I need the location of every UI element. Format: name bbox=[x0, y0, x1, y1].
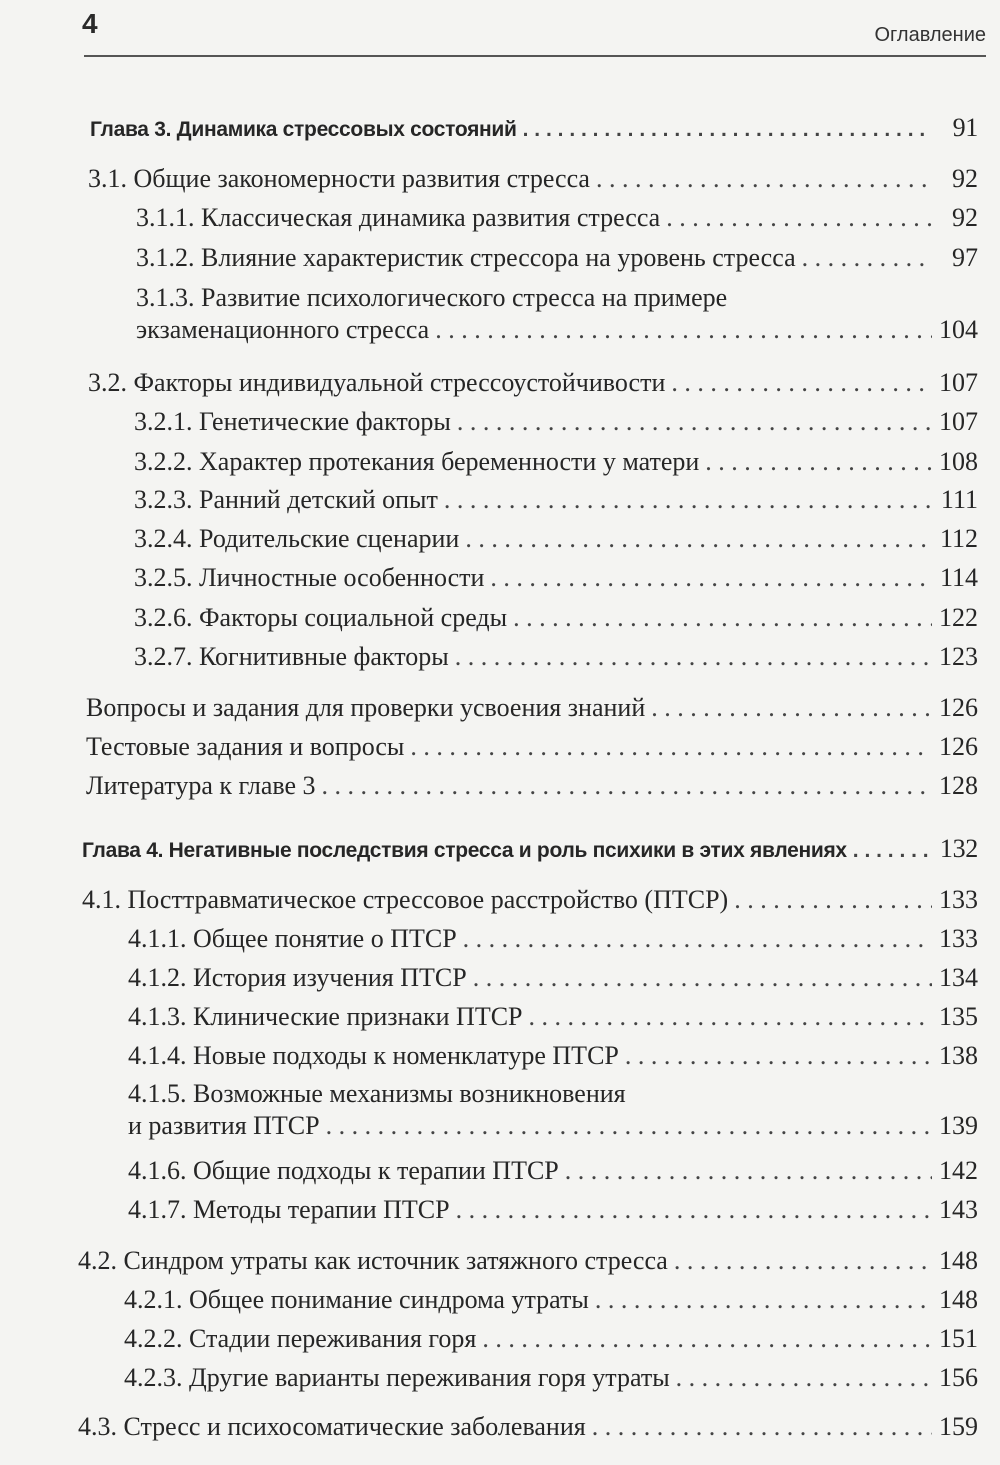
toc-entry-title: 4.2.3. Другие варианты переживания горя утраты bbox=[124, 1363, 670, 1392]
toc-entry-title: 4.2.2. Стадии переживания горя bbox=[124, 1324, 477, 1353]
toc-entry-title: Глава 3. Динамика стрессовых состояний bbox=[90, 118, 517, 141]
toc-entry-4-1-6 bbox=[128, 1155, 978, 1187]
toc-entry-4-2 bbox=[78, 1245, 978, 1277]
dot-leader bbox=[523, 114, 932, 146]
toc-entry-page: 156 bbox=[939, 1363, 978, 1392]
toc-entry-title: 3.2.1. Генетические факторы bbox=[134, 407, 451, 436]
toc-entry-page: 122 bbox=[939, 603, 978, 632]
toc-entry-page: 138 bbox=[939, 1041, 978, 1070]
toc-entry-page: 126 bbox=[939, 693, 978, 722]
toc-entry-3-1 bbox=[88, 163, 978, 195]
toc-entry-chapter-4 bbox=[82, 833, 978, 865]
toc-entry-3-2-5 bbox=[134, 562, 978, 594]
dot-leader bbox=[444, 484, 932, 516]
toc-entry-4-1-7 bbox=[128, 1194, 978, 1226]
toc-entry-title: Тестовые задания и вопросы bbox=[86, 732, 405, 761]
dot-leader bbox=[457, 406, 932, 438]
page-number: 4 bbox=[82, 8, 98, 39]
dot-leader bbox=[802, 242, 932, 274]
toc-entry-title: 3.1.1. Классическая динамика развития стресса bbox=[136, 203, 661, 232]
toc-entry-title-line2: и развития ПТСР bbox=[128, 1111, 320, 1140]
toc-entry-page: 142 bbox=[939, 1156, 978, 1185]
toc-entry-page: 107 bbox=[939, 407, 978, 436]
toc-entry-title: Вопросы и задания для проверки усвоения знаний bbox=[86, 693, 646, 722]
toc-entry-title: 4.3. Стресс и психосоматические заболевания bbox=[78, 1412, 586, 1441]
toc-entry-title: 3.2.5. Личностные особенности bbox=[134, 563, 485, 592]
toc-entry-title: 4.1. Посттравматическое стрессовое расстройство (ПТСР) bbox=[82, 885, 729, 914]
toc-entry-title: 4.1.7. Методы терапии ПТСР bbox=[128, 1195, 450, 1224]
toc-entry-title-line1: 3.1.3. Развитие психологического стресса на примере bbox=[136, 283, 728, 312]
toc-entry-page: 128 bbox=[939, 771, 978, 800]
dot-leader bbox=[625, 1040, 932, 1072]
toc-entry-title: 4.2. Синдром утраты как источник затяжного стресса bbox=[78, 1246, 668, 1275]
toc-entry-3-1-2 bbox=[136, 242, 978, 274]
toc-entry-4-2-1 bbox=[124, 1284, 978, 1316]
dot-leader bbox=[676, 1362, 932, 1394]
dot-leader bbox=[482, 1323, 932, 1355]
dot-leader bbox=[463, 923, 932, 955]
toc-entry-title: 4.1.2. История изучения ПТСР bbox=[128, 963, 467, 992]
running-head-title: Оглавление bbox=[874, 24, 986, 46]
toc-entry-title: Литература к главе 3 bbox=[86, 771, 316, 800]
toc-entry-page: 92 bbox=[952, 164, 978, 193]
dot-leader bbox=[322, 770, 932, 802]
toc-entry-4-1-2 bbox=[128, 962, 978, 994]
dot-leader bbox=[455, 641, 932, 673]
dot-leader bbox=[671, 367, 932, 399]
toc-entry-page: 123 bbox=[939, 642, 978, 671]
toc-entry-4-2-2 bbox=[124, 1323, 978, 1355]
dot-leader bbox=[435, 314, 932, 346]
dot-leader bbox=[734, 884, 932, 916]
toc-entry-4-1-4 bbox=[128, 1040, 978, 1072]
toc-entry-4-1-3 bbox=[128, 1001, 978, 1033]
dot-leader bbox=[651, 692, 932, 724]
toc-entry-3-2-3 bbox=[134, 484, 978, 516]
toc-entry-3-2-1 bbox=[134, 406, 978, 438]
dot-leader bbox=[465, 523, 932, 555]
dot-leader bbox=[674, 1245, 932, 1277]
toc-entry-literature-3 bbox=[86, 770, 978, 802]
toc-entry-title: 3.2.4. Родительские сценарии bbox=[134, 524, 460, 553]
toc-entry-title: Глава 4. Негативные последствия стресса и роль психики в этих явлениях bbox=[82, 839, 847, 862]
toc-entry-title: 4.1.1. Общее понятие о ПТСР bbox=[128, 924, 457, 953]
toc-entry-page: 151 bbox=[939, 1324, 978, 1353]
dot-leader bbox=[853, 835, 932, 867]
toc-entry-title: 3.2. Факторы индивидуальной стрессоустойчивости bbox=[88, 368, 666, 397]
toc-entry-title-line1: 4.1.5. Возможные механизмы возникновения bbox=[128, 1079, 626, 1108]
dot-leader bbox=[565, 1155, 932, 1187]
toc-entry-page: 97 bbox=[952, 243, 978, 272]
dot-leader bbox=[596, 163, 932, 195]
toc-entry-4-1 bbox=[82, 884, 978, 916]
toc-entry-page: 111 bbox=[940, 485, 978, 514]
toc-entry-page: 133 bbox=[939, 885, 978, 914]
toc-entry-page: 114 bbox=[939, 563, 978, 592]
toc-entry-title: 4.1.3. Клинические признаки ПТСР bbox=[128, 1002, 523, 1031]
toc-entry-page: 126 bbox=[939, 732, 978, 761]
toc-entry-4-3 bbox=[78, 1411, 978, 1443]
toc-entry-3-2-6 bbox=[134, 602, 978, 634]
toc-entry-page: 143 bbox=[939, 1195, 978, 1224]
toc-entry-4-1-5 bbox=[128, 1078, 978, 1142]
dot-leader bbox=[705, 446, 932, 478]
dot-leader bbox=[473, 962, 932, 994]
toc-entry-page: 92 bbox=[952, 203, 978, 232]
toc-entry-3-2 bbox=[88, 367, 978, 399]
toc-entry-page: 148 bbox=[939, 1285, 978, 1314]
toc-entry-page: 104 bbox=[939, 315, 978, 344]
toc-entry-title: 4.1.6. Общие подходы к терапии ПТСР bbox=[128, 1156, 559, 1185]
toc-entry-page: 133 bbox=[939, 924, 978, 953]
toc-entry-title: 4.1.4. Новые подходы к номенклатуре ПТСР bbox=[128, 1041, 619, 1070]
toc-entry-page: 132 bbox=[939, 834, 978, 863]
toc-entry-3-2-4 bbox=[134, 523, 978, 555]
toc-entry-page: 135 bbox=[939, 1002, 978, 1031]
toc-entry-4-2-3 bbox=[124, 1362, 978, 1394]
toc-entry-title: 3.2.6. Факторы социальной среды bbox=[134, 603, 508, 632]
toc-entry-page: 91 bbox=[952, 113, 978, 142]
toc-entry-title: 3.2.7. Когнитивные факторы bbox=[134, 642, 449, 671]
toc-entry-page: 134 bbox=[939, 963, 978, 992]
toc-entry-page: 107 bbox=[939, 368, 978, 397]
toc-entry-questions bbox=[86, 692, 978, 724]
toc-entry-page: 112 bbox=[939, 524, 978, 553]
toc-entry-title: 3.1. Общие закономерности развития стресса bbox=[88, 164, 590, 193]
toc-entry-3-2-7 bbox=[134, 641, 978, 673]
dot-leader bbox=[529, 1001, 932, 1033]
dot-leader bbox=[410, 731, 932, 763]
dot-leader bbox=[595, 1284, 932, 1316]
dot-leader bbox=[592, 1411, 932, 1443]
toc-entry-title-line2: экзаменационного стресса bbox=[136, 315, 430, 344]
toc-entry-page: 139 bbox=[939, 1111, 978, 1140]
toc-entry-3-1-3 bbox=[136, 282, 978, 346]
toc-entry-3-2-2 bbox=[134, 446, 978, 478]
toc-entry-tests bbox=[86, 731, 978, 763]
toc-entry-title: 3.2.2. Характер протекания беременности у матери bbox=[134, 447, 700, 476]
toc-entry-page: 159 bbox=[939, 1412, 978, 1441]
toc-entry-page: 108 bbox=[939, 447, 978, 476]
toc-entry-page: 148 bbox=[939, 1246, 978, 1275]
dot-leader bbox=[456, 1194, 932, 1226]
toc-entry-3-1-1 bbox=[136, 202, 978, 234]
toc-entry-title: 4.2.1. Общее понимание синдрома утраты bbox=[124, 1285, 589, 1314]
dot-leader bbox=[490, 562, 932, 594]
dot-leader bbox=[666, 202, 932, 234]
toc-entry-title: 3.1.2. Влияние характеристик стрессора на уровень стресса bbox=[136, 243, 796, 272]
toc-entry-chapter-3 bbox=[90, 112, 978, 144]
dot-leader bbox=[326, 1110, 932, 1142]
toc-entry-title: 3.2.3. Ранний детский опыт bbox=[134, 485, 438, 514]
dot-leader bbox=[513, 602, 932, 634]
toc-entry-4-1-1 bbox=[128, 923, 978, 955]
